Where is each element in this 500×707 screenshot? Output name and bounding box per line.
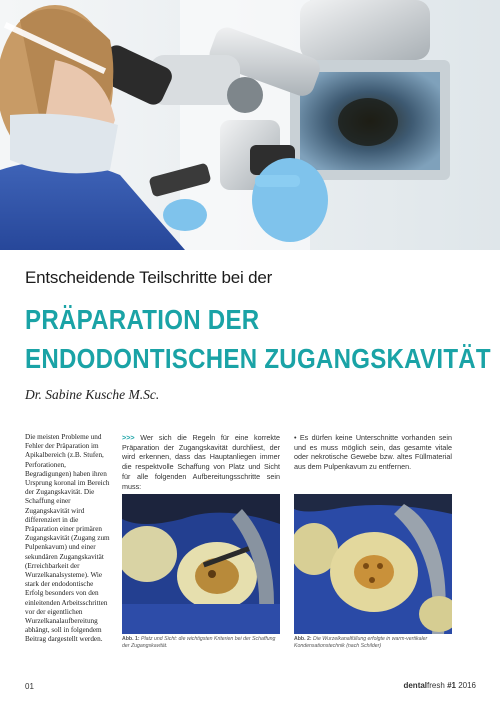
root-canal-filling-image [294, 494, 452, 634]
figure-2-image [294, 494, 452, 634]
article-title-line-1: PRÄPARATION DER [25, 304, 260, 335]
body-column-1-text: Wer sich die Regeln für eine korrekte Präparation der Zugangskavität durchliest, der wird erkennen, dass das Hauptanliegen immer die respektvolle Schaffung von Platz und Sicht für alle folgenden Aufbereitungsschritte sein muss: [122, 433, 280, 491]
article-title-line-2: ENDODONTISCHEN ZUGANGSKAVITÄT [25, 343, 491, 374]
article-kicker: Entscheidende Teilschritte bei der [25, 268, 273, 287]
magazine-brand [403, 681, 476, 690]
figure-1-image [122, 494, 280, 634]
brand-dental: dental [403, 681, 428, 690]
article-intro-sidebar: Die meisten Probleme und Fehler der Präparation im Apikalbereich (z.B. Stufen, Perforationen, Begradigungen) haben ihren Ursprung koronal im Bereich der Zugangskavität. Die Schaffung einer Zugangskavität wird differenziert in die Präparation einer primären Zugangskavität (Zugang zum Pulpenkavum) und einer sekundären Zugangskavität (Erreichbarkeit der Wurzelkanalsysteme). Wie stark der endodontische Erfolg besonders von den einleitenden Arbeitsschritten vor der eigentlichen Wurzelkanalaufbereitung abhängt, soll in folgendem Beitrag dargestellt werden. [25, 433, 110, 644]
body-column-2-text: Es dürfen keine Unterschnitte vorhanden sein und es muss möglich sein, das gesamte vitale oder nekrotische Gewebe bzw. altes Füllmaterial aus dem Pulpenkavum zu entfernen. [294, 433, 453, 472]
article-author: Dr. Sabine Kusche M.Sc. [25, 387, 160, 402]
tooth-access-cavity-image [122, 494, 280, 634]
issue-number: #1 [447, 681, 456, 690]
figure-2-label: Abb. 2: [294, 636, 312, 642]
bullet-marker: • [294, 433, 297, 442]
dentist-microscope-illustration [0, 0, 500, 250]
page-number: 01 [25, 682, 34, 691]
figure-2-caption [294, 636, 452, 650]
figure-1-label: Abb. 1: [122, 636, 140, 642]
lead-arrows: >>> [122, 433, 135, 442]
body-column-1 [122, 433, 280, 491]
figure-1-caption-text: Platz und Sicht: die wichtigsten Kriterien bei der Schaffung der Zugangskavität. [122, 636, 276, 649]
issue-year: 2016 [458, 681, 476, 690]
brand-fresh: fresh [427, 681, 445, 690]
figure-1-caption [122, 636, 280, 650]
body-column-2 [294, 433, 452, 472]
figure-2-caption-text: Die Wurzelkanalfüllung erfolgte in warm-vertikaler Kondensationstechnik (nach Schilder) [294, 636, 428, 649]
hero-photo [0, 0, 500, 250]
